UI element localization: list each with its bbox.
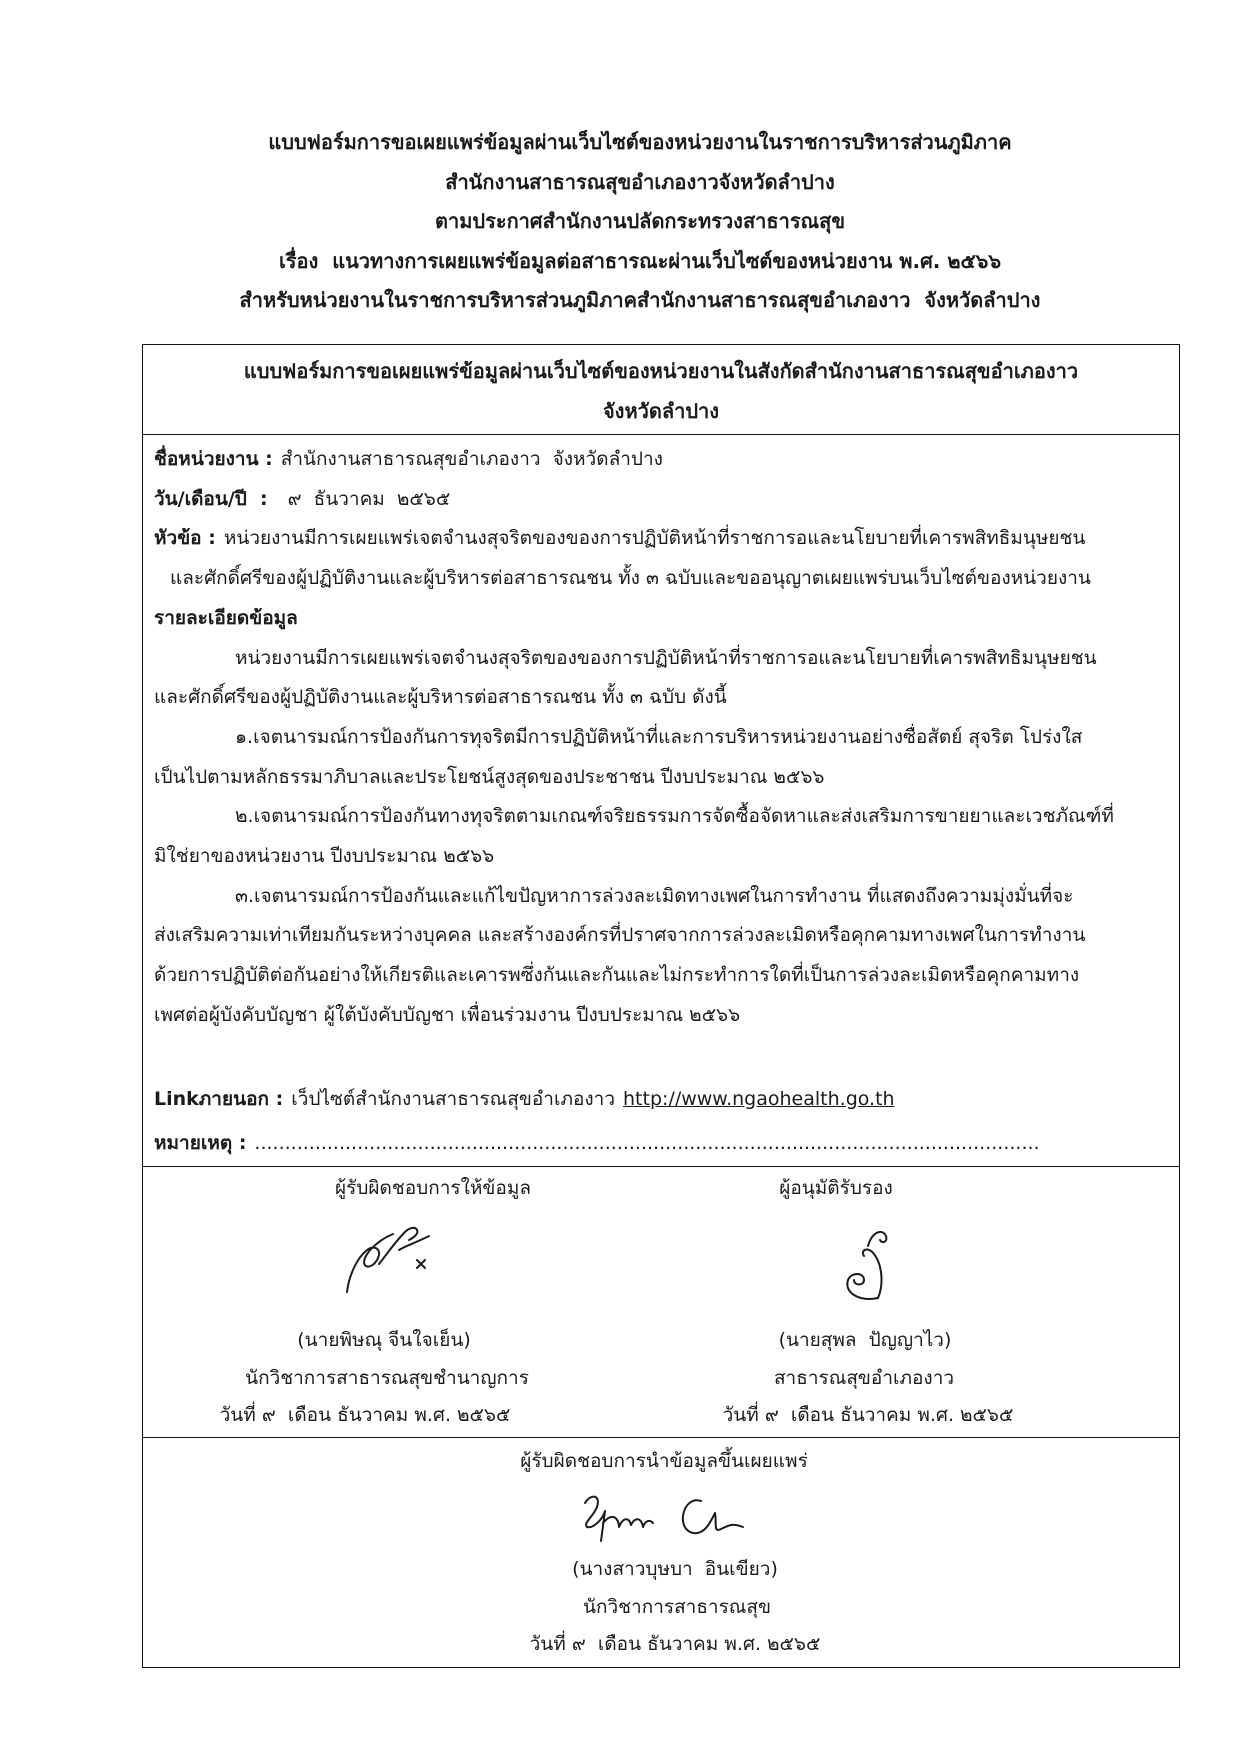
provider-name: (นายพิษณุ จีนใจเย็น) — [297, 1329, 471, 1351]
signature-approver — [838, 1224, 891, 1303]
provider-position: นักวิชาการสาธารณสุขชำนาญการ — [245, 1367, 529, 1389]
details-item-3-cont: เพศต่อผู้บังคับบัญชา ผู้ใต้บังคับบัญชา เพื่อนร่วมงาน ปีงบประมาณ ๒๕๖๖ — [154, 1003, 741, 1026]
document-header — [100, 123, 1180, 321]
details-paragraph-line: และศักดิ์ศรีของผู้ปฏิบัติงานและผู้บริหารต่อสาธารณชน ทั้ง ๓ ฉบับ ดังนี้ — [154, 686, 727, 709]
signature-row — [143, 1167, 1179, 1438]
approver-date: วันที่ ๙ เดือน ธันวาคม พ.ศ. ๒๕๖๕ — [722, 1404, 1014, 1426]
form-details-content — [154, 440, 1168, 1164]
details-item-1: ๑.เจตนารมณ์การป้องกันการทุจริตมีการปฏิบัติหน้าที่และการบริหารหน่วยงานอย่างซื่อสัตย์ สุจริต โปร่งใส — [235, 725, 1083, 748]
details-paragraph-line: หน่วยงานมีการเผยแพร่เจตจำนงสุจริตของของการปฏิบัติหน้าที่ราชการอและนโยบายที่เคารพสิทธิมนุษยชน — [235, 646, 1097, 669]
details-item-1-cont: เป็นไปตามหลักธรรมาภิบาลและประโยชน์สูงสุดของประชาชน ปีงบประมาณ ๒๕๖๖ — [154, 765, 825, 788]
date-label: วัน/เดือน/ปี : — [154, 487, 268, 510]
header-subject: เรื่อง แนวทางการเผยแพร่ข้อมูลต่อสาธารณะผ่านเว็บไซต์ของหน่วยงาน พ.ศ. ๒๕๖๖ — [278, 248, 1002, 273]
provider-role: ผู้รับผิดชอบการให้ข้อมูล — [335, 1177, 531, 1199]
topic-field — [154, 519, 1168, 559]
publisher-role: ผู้รับผิดชอบการนำข้อมูลขึ้นเผยแพร่ — [520, 1450, 808, 1472]
publisher-date: วันที่ ๙ เดือน ธันวาคม พ.ศ. ๒๕๖๕ — [529, 1633, 821, 1655]
approver-role: ผู้อนุมัติรับรอง — [779, 1177, 893, 1199]
details-item-3-cont: ส่งเสริมความเท่าเทียมกันระหว่างบุคคล และสร้างองค์กรที่ปราศจากการล่วงละเมิดหรือคุกคามทางเพศในการทำงาน — [154, 924, 1086, 947]
details-item-3: ๓.เจตนารมณ์การป้องกันและแก้ไขปัญหาการล่วงละเมิดทางเพศในการทำงาน ที่แสดงถึงความมุ่งมั่นที่จะ — [235, 884, 1074, 907]
approver-name: (นายสุพล ปัญญาไว) — [778, 1329, 952, 1351]
header-office: สำนักงานสาธารณสุขอำเภองาวจังหวัดลำปาง — [445, 169, 835, 194]
publisher-position: นักวิชาการสาธารณสุข — [582, 1596, 772, 1618]
external-link-url[interactable]: http://www.ngaohealth.go.th — [623, 1087, 895, 1110]
form-title-row — [143, 345, 1179, 435]
form-details-row — [143, 435, 1179, 1167]
topic-line: หน่วยงานมีการเผยแพร่เจตจำนงสุจริตของของการปฏิบัติหน้าที่ราชการอและนโยบายที่เคารพสิทธิมนุษยชน — [223, 527, 1086, 550]
note-label: หมายเหตุ : — [154, 1132, 247, 1155]
details-heading — [154, 599, 1168, 639]
agency-value: สำนักงานสาธารณสุขอำเภองาว จังหวัดลำปาง — [280, 448, 663, 470]
agency-field — [154, 440, 1168, 480]
form-table — [142, 344, 1180, 1668]
provider-date: วันที่ ๙ เดือน ธันวาคม พ.ศ. ๒๕๖๕ — [219, 1404, 511, 1426]
approver-position: สาธารณสุขอำเภองาว — [773, 1367, 955, 1389]
external-link-label: Linkภายนอก : — [154, 1087, 284, 1110]
form-title: แบบฟอร์มการขอเผยแพร่ข้อมูลผ่านเว็บไซต์ของหน่วยงานในสังกัดสำนักงานสาธารณสุขอำเภองาว — [243, 359, 1079, 383]
header-form-title: แบบฟอร์มการขอเผยแพร่ข้อมูลผ่านเว็บไซต์ของหน่วยงานในราชการบริหารส่วนภูมิภาค — [268, 130, 1012, 154]
signature-provider — [339, 1220, 435, 1297]
external-link-text: เว็ปไซต์สำนักงานสาธารณสุขอำเภองาว — [291, 1087, 616, 1110]
agency-label: ชื่อหน่วยงาน : — [154, 448, 273, 470]
note-dotted-line: .................................................................................................................................. — [254, 1132, 1040, 1155]
header-scope: สำหรับหน่วยงานในราชการบริหารส่วนภูมิภาคสำนักงานสาธารณสุขอำเภองาว จังหวัดลำปาง — [239, 288, 1041, 312]
details-heading-text: รายละเอียดข้อมูล — [154, 606, 298, 629]
signature-publisher — [579, 1489, 745, 1543]
topic-line: และศักดิ์ศรีของผู้ปฏิบัติงานและผู้บริหารต่อสาธารณชน ทั้ง ๓ ฉบับและขออนุญาตเผยแพร่บนเว็บไซต์ของหน่วยงาน — [170, 567, 1091, 590]
external-link-field — [154, 1080, 1168, 1120]
form-title-province: จังหวัดลำปาง — [602, 399, 720, 423]
details-item-2: ๒.เจตนารมณ์การป้องกันทางทุจริตตามเกณฑ์จริยธรรมการจัดซื้อจัดหาและส่งเสริมการขายยาและเวชภัณฑ์ที่ — [235, 805, 1114, 828]
details-item-2-cont: มิใช่ยาของหน่วยงาน ปีงบประมาณ ๒๕๖๖ — [154, 845, 495, 868]
note-field — [154, 1124, 1168, 1164]
publisher-name: (นางสาวบุษบา อินเขียว) — [572, 1558, 778, 1580]
publisher-row — [143, 1438, 1179, 1667]
date-field — [154, 480, 1168, 520]
date-value: ๙ ธันวาคม ๒๕๖๕ — [287, 487, 451, 510]
blank-line — [154, 1036, 1168, 1080]
topic-label: หัวข้อ : — [154, 527, 216, 550]
details-item-3-cont: ด้วยการปฏิบัติต่อกันอย่างให้เกียรติและเคารพซึ่งกันและกันและไม่กระทำการใดที่เป็นการล่วงละเมิดหรือคุกคามทาง — [154, 964, 1080, 987]
header-announcement: ตามประกาศสำนักงานปลัดกระทรวงสาธารณสุข — [434, 209, 845, 233]
